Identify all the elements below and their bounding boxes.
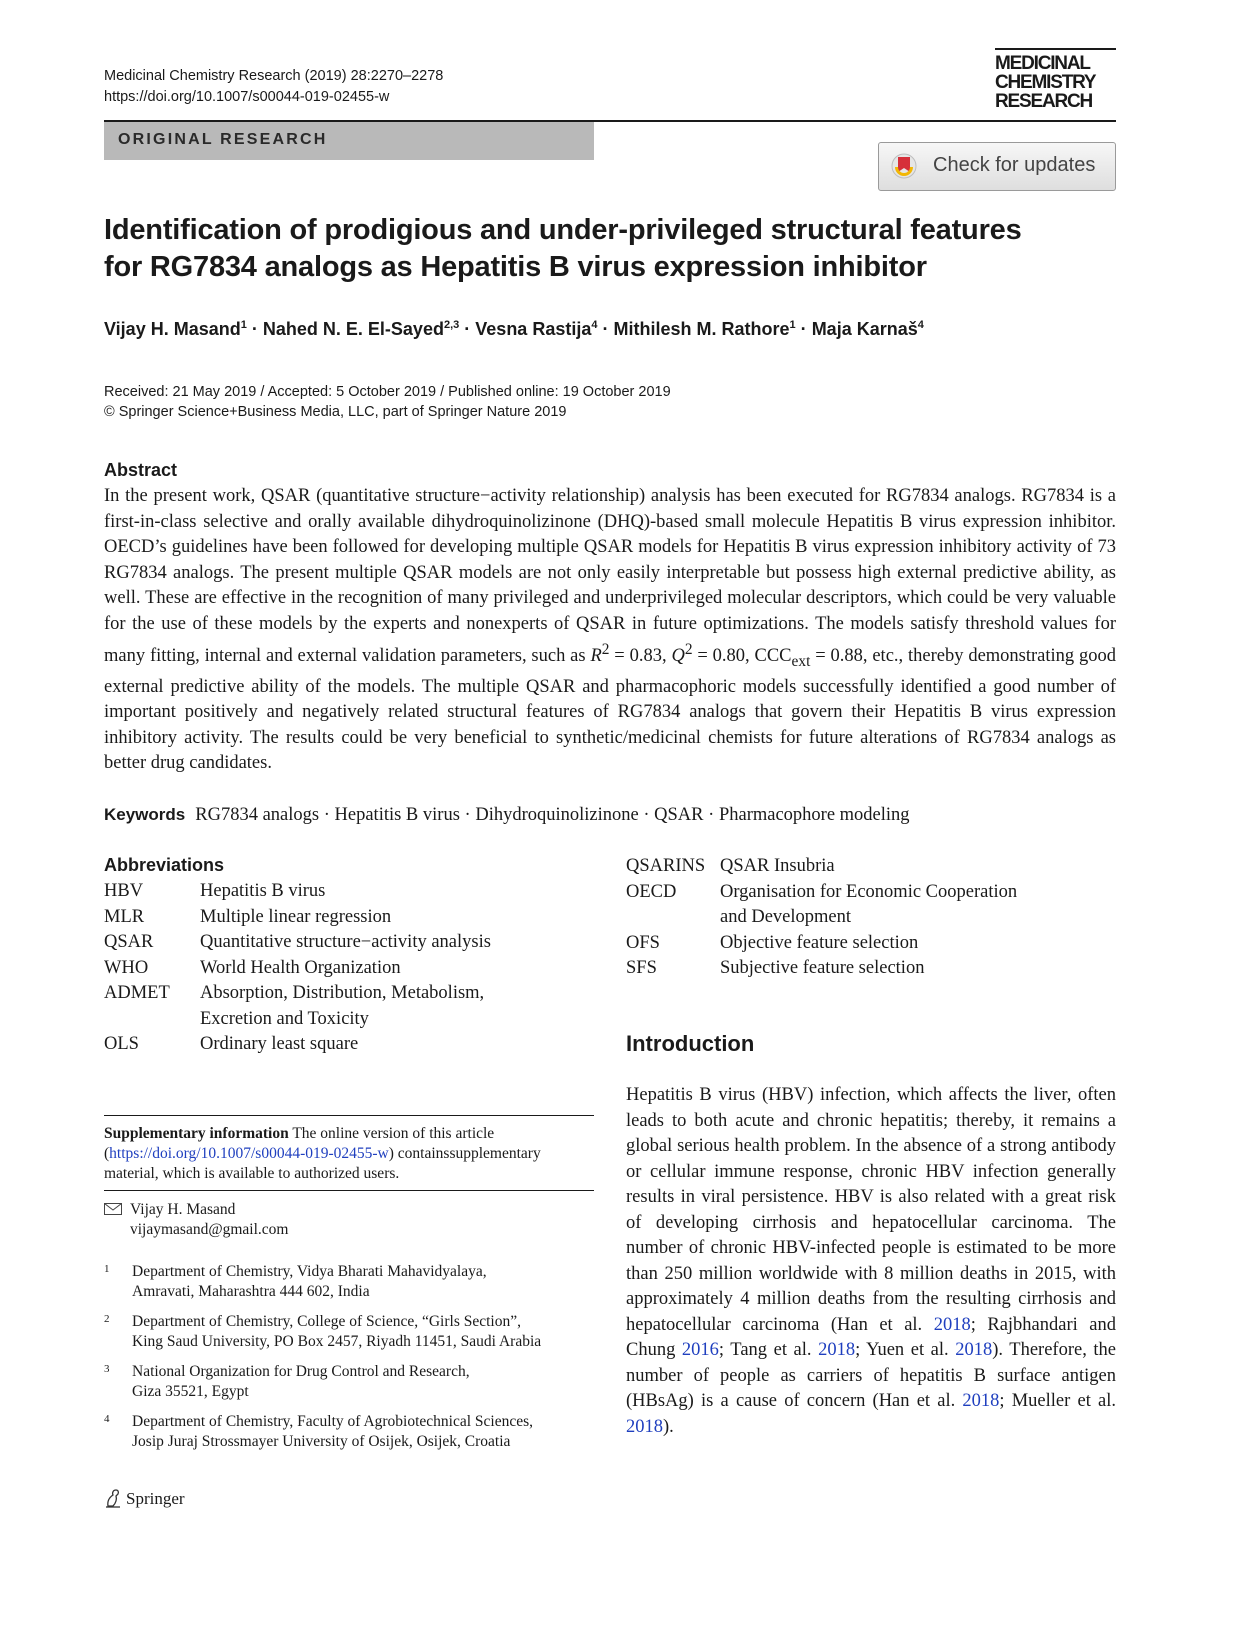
abbreviation-definition: Objective feature selection (720, 932, 919, 953)
param-ccc-sub: ext (791, 653, 811, 671)
param-q2: Q (671, 646, 685, 667)
abbreviation: ADMET (104, 983, 170, 1003)
author-name[interactable]: Nahed N. E. El-Sayed (262, 319, 444, 339)
corresponding-email[interactable]: vijaymasand@gmail.com (130, 1221, 289, 1238)
author-affiliation: 4 (591, 319, 598, 331)
intro-text-part: ; Mueller et al. (999, 1391, 1116, 1411)
affiliation-number: 1 (104, 1263, 110, 1275)
publisher-logo (104, 1488, 185, 1509)
author-affiliation: 4 (917, 319, 924, 331)
abstract-text-part: etc., thereby demonstrating good external predictive ability of the models. The multiple QSAR and pharmacophoric models successfully identified a good number of important positively and negatively related structural features of RG7834 analogs that govern their Hepatitis B virus expression inhibitory activity. The results could be very beneficial to synthetic/medicinal chemists for future alterations of RG7834 analogs as better drug candidates. (104, 646, 1117, 774)
copyright-notice: © Springer Science+Business Media, LLC, part of Springer Nature 2019 (104, 404, 567, 420)
citation-link[interactable]: 2018 (933, 1314, 971, 1335)
abbreviation-row (626, 931, 1017, 957)
abbreviation-row (104, 1032, 491, 1058)
keyword-item: RG7834 analogs (195, 805, 320, 825)
affiliation (104, 1312, 604, 1352)
abbreviation-definition: Hepatitis B virus (200, 881, 326, 901)
abbreviation: WHO (104, 957, 149, 978)
doi-link[interactable]: https://doi.org/10.1007/s00044-019-02455-w (104, 89, 390, 105)
introduction-heading: Introduction (626, 1031, 755, 1056)
intro-text-part: Hepatitis B virus (HBV) infection, which affects the liver, often leads to both acute and chronic hepatitis; thereby, it remains a global serious health problem. In the absence of a strong antibody or cellular immune response, chronic HBV infection generally results in viral persistence. HBV is also related with a great risk of developing cirrhosis and hepatocellular carcinoma. The number of chronic HBV-infected people is estimated to be more than 250 million worldwide with 8 million deaths in 2015, with approximately 4 million deaths from the resulting cirrhosis and hepatocellular carcinoma (Han et al. (626, 1085, 1116, 1335)
keyword-separator: · (703, 805, 719, 825)
affiliation-line: National Organization for Drug Control and Research, (132, 1363, 470, 1380)
abbreviation-row (104, 879, 491, 905)
abbreviation-definition: Multiple linear regression (200, 906, 392, 927)
abbreviation: MLR (104, 906, 145, 927)
intro-text-part: ; Tang et al. (718, 1340, 819, 1360)
publication-dates (104, 382, 671, 422)
param-r2: R (590, 646, 602, 667)
title-line: for RG7834 analogs as Hepatitis B virus expression inhibitor (104, 251, 927, 283)
keyword-item: Hepatitis B virus (334, 805, 460, 825)
citation-link[interactable]: 2018 (962, 1391, 1000, 1411)
springer-horse-icon (104, 1488, 122, 1508)
journal-citation: Medicinal Chemistry Research (2019) 28:2270–2278 (104, 68, 444, 84)
abbreviations-heading: Abbreviations (104, 855, 225, 875)
abstract-heading: Abstract (104, 460, 178, 480)
abbreviation-row (104, 956, 491, 982)
affiliations-list (104, 1262, 604, 1462)
author-name[interactable]: Maja Karnaš (811, 319, 918, 339)
abbreviation-row (626, 880, 1017, 931)
abbreviation-row (626, 956, 1017, 982)
abbreviation: HBV (104, 881, 144, 901)
footnote-divider (104, 1190, 594, 1191)
affiliation-number: 2 (104, 1313, 110, 1325)
crossmark-icon (891, 153, 917, 179)
supplementary-text: The online version of this article ( (104, 1125, 495, 1162)
keywords-label: Keywords (104, 805, 186, 824)
citation-link[interactable]: 2018 (955, 1340, 993, 1360)
param-ccc: CCC (754, 646, 792, 667)
abbreviation-row (104, 930, 491, 956)
intro-text-part: ; Rajbhandari and Chung (626, 1314, 1116, 1360)
param-r2-sup: 2 (601, 641, 610, 659)
citation-link[interactable]: 2018 (626, 1416, 663, 1437)
keyword-separator: · (319, 805, 335, 825)
intro-text-part: ). (663, 1416, 674, 1437)
affiliation (104, 1362, 604, 1402)
abbreviation: OECD (626, 881, 677, 902)
author-separator: · (464, 319, 471, 339)
affiliation-line: King Saud University, PO Box 2457, Riyadh 11451, Saudi Arabia (132, 1333, 542, 1350)
abbreviation-row (104, 981, 491, 1032)
affiliation-line: Amravati, Maharashtra 444 602, India (132, 1283, 370, 1300)
definition-line: and Development (720, 907, 851, 927)
abbreviation: OLS (104, 1034, 139, 1054)
keyword-separator: · (459, 805, 476, 825)
param-q2-value: = 0.80, (692, 646, 755, 667)
author-list (104, 319, 924, 340)
affiliation-line: Josip Juraj Strossmayer University of Osijek, Osijek, Croatia (132, 1433, 511, 1450)
abstract-text-part: In the present work, QSAR (quantitative structure−activity relationship) analysis has been executed for RG7834 analogs. RG7834 is a first-in-class selective and orally available dihydroquinolizinone (DHQ)-based small molecule Hepatitis B virus expression inhibitor. OECD’s guidelines have been followed for developing multiple QSAR models for Hepatitis B virus expression inhibitory activity of 73 RG7834 analogs. The present multiple QSAR models are not only easily interpretable but possess high external predictive ability, as well. These are effective in the recognition of many privileged and underprivileged molecular descriptors, which could be very valuable for the use of these models by the experts and nonexperts of QSAR in future optimizations. The models satisfy threshold values for many fitting, internal and external validation parameters, such as (104, 486, 1116, 667)
abbreviation-definition (720, 880, 1017, 931)
affiliation-line: Department of Chemistry, Faculty of Agrobiotechnical Sciences, (132, 1413, 534, 1430)
affiliation-line: Giza 35521, Egypt (132, 1383, 249, 1400)
article-title (104, 212, 1064, 286)
introduction-text (626, 1083, 1116, 1440)
publisher-name: Springer (126, 1489, 185, 1508)
affiliation-number: 3 (104, 1363, 110, 1375)
supplementary-label: Supplementary information (104, 1125, 289, 1142)
author-separator: · (602, 319, 609, 339)
abbreviation-definition: QSAR Insubria (720, 856, 835, 876)
affiliation-line: Department of Chemistry, College of Science, “Girls Section”, (132, 1313, 521, 1330)
abbreviation: QSAR (104, 932, 154, 952)
supplementary-text: ) containssupplementary material, which is available to authorized users. (104, 1145, 541, 1182)
check-updates-label: Check for updates (933, 154, 1096, 176)
corresponding-author (104, 1200, 288, 1240)
citation-link[interactable]: 2018 (818, 1340, 856, 1360)
affiliation-line: Department of Chemistry, Vidya Bharati Mahavidyalaya, (132, 1263, 487, 1280)
supplementary-information (104, 1124, 594, 1184)
title-line: Identification of prodigious and under-privileged structural features (104, 214, 1022, 246)
abbreviation: QSARINS (626, 856, 706, 876)
definition-line: Excretion and Toxicity (200, 1008, 369, 1029)
definition-line: Organisation for Economic Cooperation (720, 881, 1018, 902)
keywords (104, 805, 910, 826)
section-label: ORIGINAL RESEARCH (104, 122, 594, 160)
intro-text-part: ; Yuen et al. (855, 1340, 956, 1360)
affiliation-number: 4 (104, 1413, 110, 1425)
abbreviation-definition: Ordinary least square (200, 1034, 359, 1054)
abbreviation: OFS (626, 932, 660, 953)
author-affiliation: 1 (789, 319, 796, 331)
abstract-text (104, 484, 1116, 777)
abbreviation-definition: Quantitative structure−activity analysis (200, 932, 491, 952)
param-r2-value: = 0.83, (609, 646, 672, 667)
journal-logo (995, 48, 1116, 111)
keyword-item: Dihydroquinolizinone (475, 805, 639, 825)
affiliation (104, 1262, 604, 1302)
author-affiliation: 1 (240, 319, 247, 331)
abbreviation-definition: World Health Organization (200, 957, 401, 978)
footnote-divider (104, 1115, 594, 1116)
affiliation (104, 1412, 604, 1452)
param-q2-sup: 2 (684, 641, 693, 659)
abbreviation-definition (200, 981, 484, 1032)
check-for-updates-button[interactable] (878, 142, 1116, 191)
abbreviation: SFS (626, 958, 657, 978)
definition-line: Absorption, Distribution, Metabolism, (200, 983, 485, 1003)
keyword-item: Pharmacophore modeling (718, 805, 910, 825)
abbreviations-list-right (626, 854, 1017, 982)
logo-line: MEDICINAL (995, 53, 1090, 74)
intro-text-part: ). Therefore, the number of people as carriers of hepatitis B surface antigen (HBsAg) is a cause of concern (Han et al. (626, 1340, 1117, 1411)
abbreviation-row (626, 854, 1017, 880)
abbreviation-row (104, 905, 491, 931)
envelope-icon (104, 1203, 122, 1215)
author-name[interactable]: Vesna Rastija (475, 319, 592, 339)
citation-link[interactable]: 2016 (681, 1340, 719, 1360)
logo-line: RESEARCH (995, 91, 1093, 112)
author-separator: · (800, 319, 807, 339)
author-affiliation: 2,3 (443, 319, 460, 331)
logo-line: CHEMISTRY (995, 72, 1096, 93)
author-name[interactable]: Vijay H. Masand (104, 319, 241, 339)
journal-reference (104, 66, 443, 108)
supplementary-link[interactable]: https://doi.org/10.1007/s00044-019-02455-w (109, 1145, 389, 1162)
abbreviations-list-left (104, 879, 491, 1058)
keyword-item: QSAR (654, 805, 704, 825)
author-name[interactable]: Mithilesh M. Rathore (613, 319, 790, 339)
history-dates: Received: 21 May 2019 / Accepted: 5 October 2019 / Published online: 19 October 2019 (104, 384, 671, 400)
keyword-separator: · (638, 805, 655, 825)
param-ccc-value: = 0.88, (810, 646, 873, 667)
abbreviation-definition: Subjective feature selection (720, 958, 925, 978)
author-separator: · (251, 319, 258, 339)
corresponding-name: Vijay H. Masand (130, 1201, 236, 1218)
